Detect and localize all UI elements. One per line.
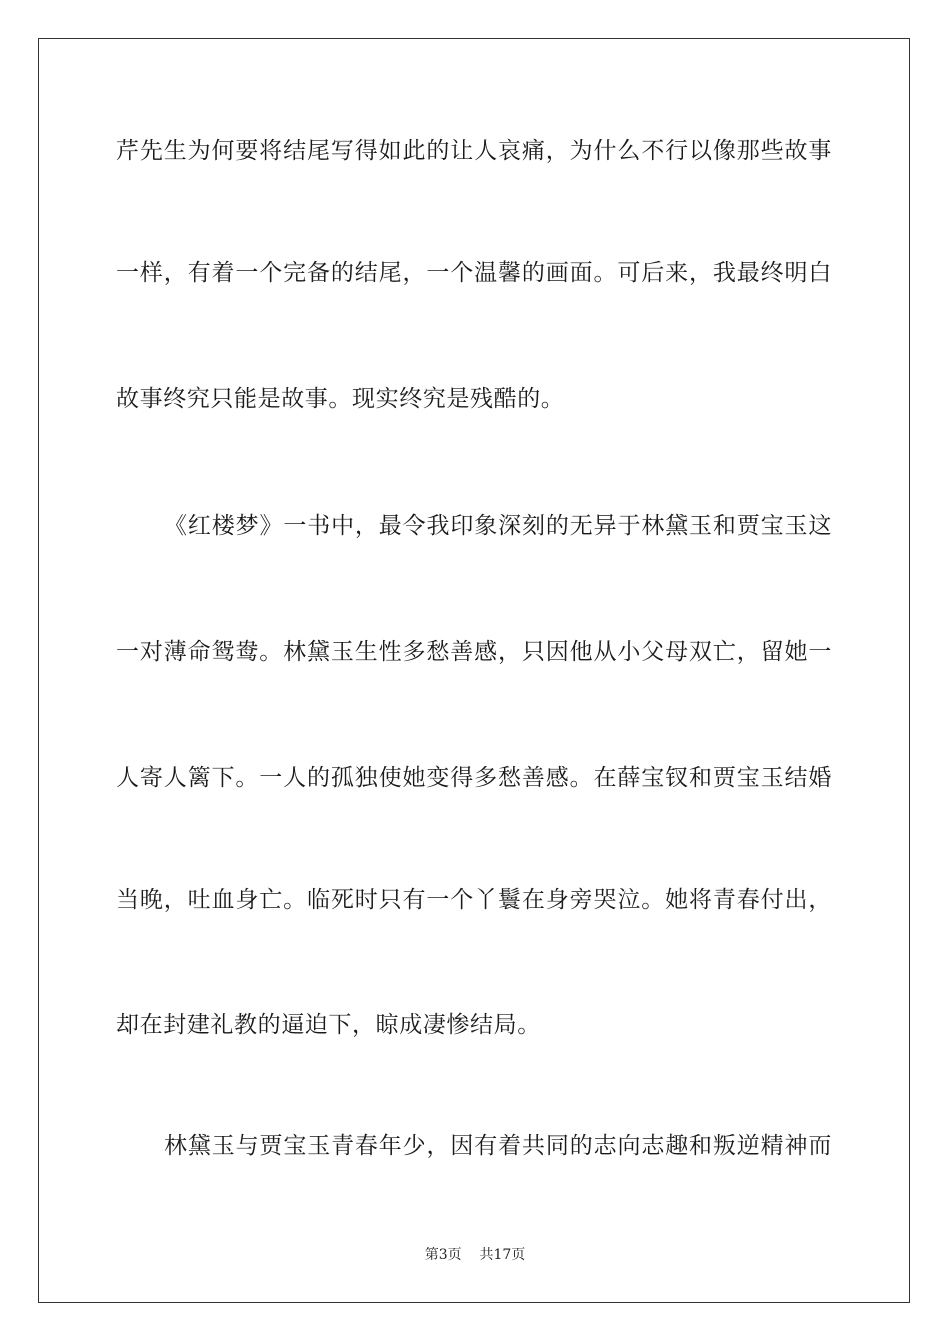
total-pages: 共17页 [479, 1247, 526, 1263]
body-line-6: 人寄人篱下。一人的孤独使她变得多愁善感。在薛宝钗和贾宝玉结婚 [116, 765, 832, 791]
body-line-8: 却在封建礼教的逼迫下，晾成凄惨结局。 [116, 1012, 541, 1038]
body-line-7: 当晚，吐血身亡。临死时只有一个丫鬟在身旁哭泣。她将青春付出， [116, 887, 832, 913]
body-line-5: 一对薄命鸳鸯。林黛玉生性多愁善感，只因他从小父母双亡，留她一 [116, 639, 832, 665]
body-line-2: 一样，有着一个完备的结尾，一个温馨的画面。可后来，我最终明白 [116, 260, 832, 286]
page-frame [38, 38, 910, 1303]
body-line-3: 故事终究只能是故事。现实终究是残酷的。 [116, 386, 565, 412]
body-line-1: 芹先生为何要将结尾写得如此的让人哀痛，为什么不行以像那些故事 [116, 138, 832, 164]
body-line-4-paragraph-start: 《红楼梦》一书中，最令我印象深刻的无异于林黛玉和贾宝玉这 [164, 513, 832, 539]
page-number: 第3页 [424, 1247, 462, 1263]
page-footer [0, 1246, 950, 1264]
body-line-9-paragraph-start: 林黛玉与贾宝玉青春年少，因有着共同的志向志趣和叛逆精神而 [164, 1133, 832, 1159]
